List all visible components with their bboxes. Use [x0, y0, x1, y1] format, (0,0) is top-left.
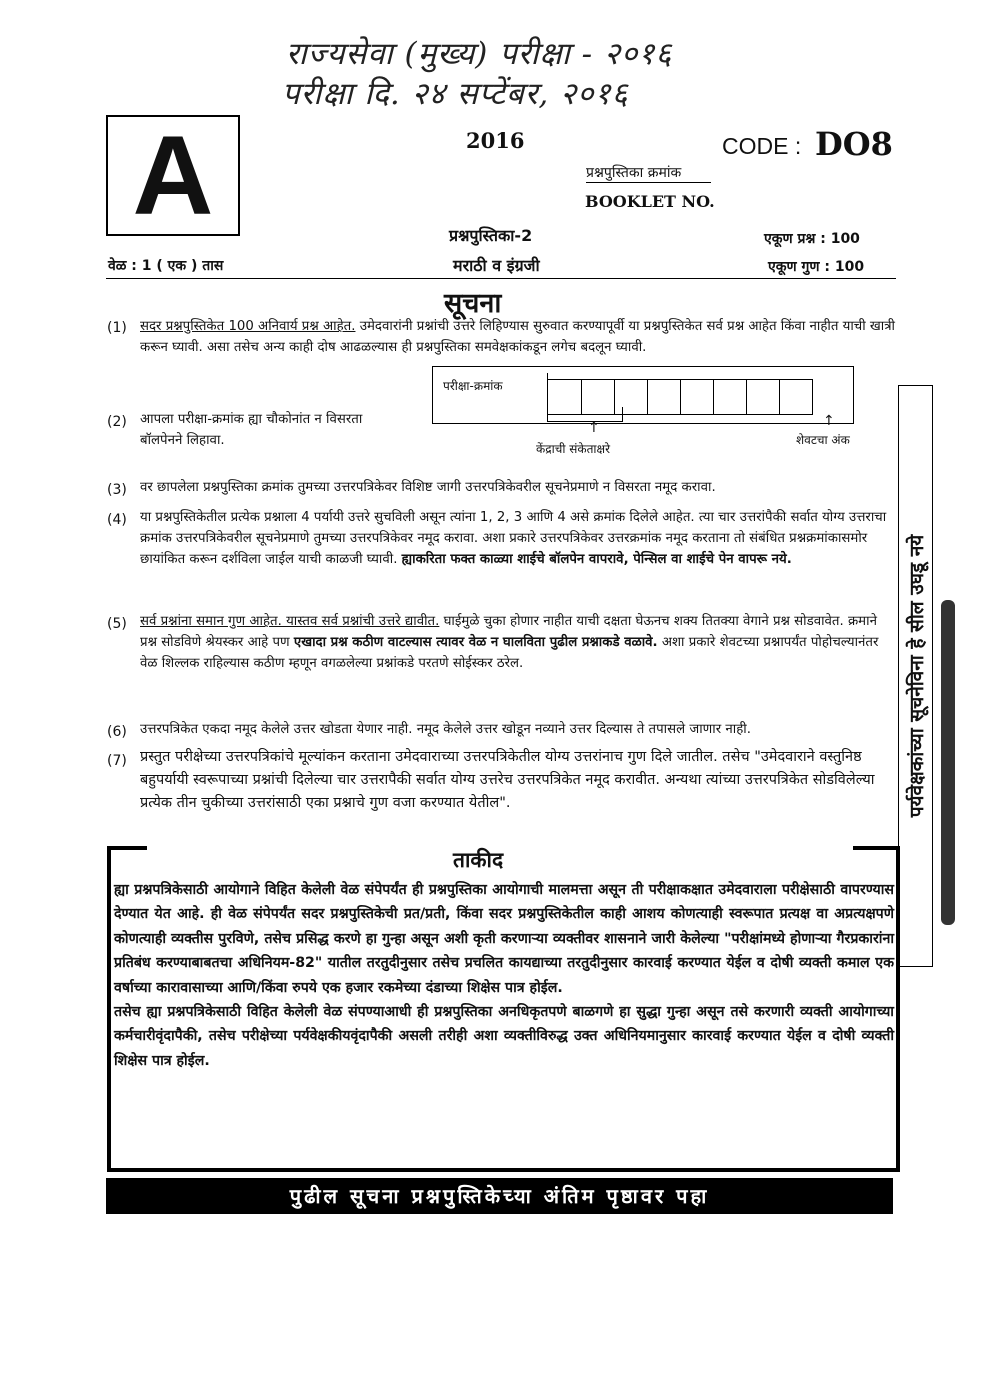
exam-number-cells[interactable]: [547, 373, 812, 407]
warning-paragraph-2: तसेच ह्या प्रश्नपत्रिकेसाठी विहित केलेली वेळ संपण्याआधी ही प्रश्नपुस्तिका अनधिकृतपणे बाळगणे हा सुद्धा गुन्हा असून तसे करणारी व्यक्ती आयोगाच्या कर्मचारीवृंदापैकी, तसेच परीक्षेच्या पर्यवेक्षकीयवृंदापैकी असली तरीही अशा व्यक्तीविरुद्ध उक्त अधिनियमानुसार कारवाई करण्यात येईल व दोषी व्यक्ती शिक्षेस पात्र होईल.: [114, 1004, 894, 1069]
instruction-item-4: [140, 507, 896, 570]
exam-number-box: [432, 366, 854, 424]
seal-note-box: [898, 385, 933, 967]
booklet-no-english: BOOKLET NO.: [585, 192, 715, 211]
exam-digit-cell[interactable]: [746, 379, 780, 415]
warning-title: ताकीद: [449, 846, 507, 874]
exam-digit-cell[interactable]: [647, 379, 681, 415]
instruction-item-1: [140, 316, 896, 358]
exam-digit-cell[interactable]: [779, 379, 813, 415]
code-label: CODE :: [722, 133, 802, 159]
instruction-number: (4): [107, 512, 127, 528]
warning-body: [114, 878, 894, 1073]
header-divider: [106, 278, 896, 279]
seal-strip: [941, 600, 955, 925]
seal-note: पर्यवेक्षकांच्या सूचनेविना हे सील उघडू नये: [905, 534, 928, 818]
exam-digit-cell[interactable]: [680, 379, 714, 415]
instruction-item-2: आपला परीक्षा-क्रमांक ह्या चौकोनांत न विसरता बॉलपेनने लिहावा.: [140, 412, 363, 448]
warning-paragraph-1: ह्या प्रश्नपत्रिकेसाठी आयोगाने विहित केलेली वेळ संपेपर्यंत ही प्रश्नपुस्तिका आयोगाची मालमत्ता असून ती परीक्षाकक्षात उमेदवाराला परीक्षेसाठी वापरण्यास देण्यात येत आहे. ही वेळ संपेपर्यंत सदर प्रश्नपुस्तिकेची प्रत/प्रती, किंवा सदर प्रश्नपुस्तिकेतील काही आशय कोणत्याही स्वरूपात प्रत्यक्ष वा अप्रत्यक्षपणे कोणत्याही व्यक्तीस पुरविणे, तसेच प्रसिद्ध करणे हा गुन्हा असून अशी कृती करणाऱ्या व्यक्तीवर शासनाने जारी केलेल्या "परीक्षांमध्ये होणाऱ्या गैरप्रकारांना प्रतिबंध करण्याबाबतचा अधिनियम-82" यातील तरतुदीनुसार तसेच प्रचलित कायद्याच्या तरतुदीनुसार कारवाई करण्यात येईल व दोषी व्यक्ती कमाल एक वर्षाच्या कारावासाच्या आणि/किंवा रुपये एक हजार रकमेच्या दंडाच्या शिक्षेस पात्र होईल.: [114, 882, 894, 996]
arrow-up-icon: ↑: [823, 413, 835, 429]
instruction-5-bold: एखादा प्रश्न कठीण वाटल्यास त्यावर वेळ न घालविता पुढील प्रश्नाकडे वळावे.: [293, 635, 658, 650]
total-marks: एकूण गुण : 100: [768, 259, 865, 275]
booklet-series-letter: A: [132, 113, 214, 238]
exam-number-label: परीक्षा-क्रमांक: [443, 379, 503, 393]
instruction-5-text: घाईमुळे चुका होणार नाहीत याची दक्षता घेऊनच शक्य तितक्या वेगाने प्रश्न सोडवावेत. क्रमाने प्रश्न सोडविणे श्रेयस्कर आहे पण: [140, 614, 877, 650]
instruction-5-text2: अशा प्रकारे शेवटच्या प्रश्नापर्यंत पोहोचल्यानंतर वेळ शिल्लक राहिल्यास कठीण म्हणून वगळलेल्या प्रश्नांकडे परतणे सोईस्कर ठरेल.: [140, 635, 879, 671]
handwritten-exam-name: राज्यसेवा (मुख्य) परीक्षा - २०१६: [286, 36, 673, 72]
total-questions: एकूण प्रश्न : 100: [764, 231, 860, 247]
booklet-no-marathi: प्रश्नपुस्तिका क्रमांक: [586, 163, 711, 183]
instruction-4-bold: ह्याकरिता फक्त काळ्या शाईचे बॉलपेन वापरावे, पेन्सिल वा शाईचे पेन वापरू नये.: [401, 552, 792, 567]
booklet-name: प्रश्नपुस्तिका-2: [449, 226, 533, 245]
instruction-item-3: वर छापलेला प्रश्नपुस्तिका क्रमांक तुमच्या उत्तरपत्रिकेवर विशिष्ट जागी उत्तरपत्रिकेवरील सूचनेप्रमाणे न विसरता नमूद करावा.: [140, 480, 716, 495]
instruction-number: (3): [107, 482, 127, 498]
center-code-caption: केंद्राची संकेताक्षरे: [536, 442, 611, 456]
instruction-number: (6): [107, 724, 127, 740]
instructions-title: सूचना: [444, 288, 502, 319]
code-value: DO8: [815, 125, 893, 163]
next-instructions-banner: पुढील सूचना प्रश्नपुस्तिकेच्या अंतिम पृष्ठावर पहा: [106, 1178, 893, 1214]
subject: मराठी व इंग्रजी: [453, 256, 540, 275]
instruction-item-7: प्रस्तुत परीक्षेच्या उत्तरपत्रिकांचे मूल्यांकन करताना उमेदवाराच्या उत्तरपत्रिकेतील योग्य उत्तरांनाच गुण दिले जातील. तसेच "उमेदवाराने वस्तुनिष्ठ बहुपर्यायी स्वरूपाच्या प्रश्नांची दिलेल्या चार उत्तरापैकी सर्वात योग्य उत्तरेच उत्तरपत्रिकेत नमूद करावीत. अन्यथा त्यांच्या उत्तरपत्रिकेत सोडविलेल्या प्रत्येक तीन चुकीच्या उत्तरांसाठी एका प्रश्नाचे गुण वजा करण्यात येतील".: [140, 749, 875, 811]
center-code-bracket: [547, 407, 623, 422]
instruction-5-underlined: सर्व प्रश्नांना समान गुण आहेत. यास्तव सर्व प्रश्नांची उत्तरे द्यावीत.: [140, 614, 440, 629]
arrow-up-icon: ↑: [588, 420, 600, 436]
instruction-item-6: उत्तरपत्रिकेत एकदा नमूद केलेले उत्तर खोडता येणार नाही. नमूद केलेले उत्तर खोडून नव्याने उत्तर दिल्यास ते तपासले जाणार नाही.: [140, 722, 751, 737]
time-allowed: वेळ : 1 ( एक ) तास: [108, 258, 224, 274]
handwritten-exam-date: परीक्षा दि. २४ सप्टेंबर, २०१६: [282, 76, 629, 112]
instruction-number: (2): [107, 414, 127, 430]
instruction-1-text: उमेदवारांनी प्रश्नांची उत्तरे लिहिण्यास सुरुवात करण्यापूर्वी या प्रश्नपुस्तिकेत सर्व प्रश्न आहेत किंवा नाहीत याची खात्री करून घ्यावी. असा तसेच अन्य काही दोष आढळल्यास ही प्रश्नपुस्तिका समवेक्षकांकडून लगेच बदलून घ्यावी.: [140, 319, 896, 355]
exam-digit-cell[interactable]: [713, 379, 747, 415]
instruction-number: (1): [107, 320, 127, 336]
instruction-4-text: या प्रश्नपुस्तिकेतील प्रत्येक प्रश्नाला 4 पर्यायी उत्तरे सुचविली असून त्यांना 1, 2, 3 आणि 4 असे क्रमांक दिलेले आहेत. त्या चार उत्तरांपैकी सर्वात योग्य उत्तराचा क्रमांक उत्तरपत्रिकेवरील सूचनेप्रमाणे तुमच्या उत्तरपत्रिकेवर नमूद करावा. अशा प्रकारे उत्तरपत्रिकेवर उत्तरक्रमांक नमूद करताना तो संबंधित प्रश्नक्रमांकासमोर छायांकित करून दर्शविला जाईल याची काळजी घ्यावी.: [140, 510, 887, 567]
last-digit-caption: शेवटचा अंक: [796, 433, 850, 447]
instruction-number: (7): [107, 753, 127, 769]
instruction-number: (5): [107, 616, 127, 632]
booklet-series-box: [106, 115, 240, 236]
instruction-1-underlined: सदर प्रश्नपुस्तिकेत 100 अनिवार्य प्रश्न आहेत.: [140, 319, 356, 334]
exam-year: 2016: [466, 128, 525, 153]
instruction-item-5: [140, 611, 896, 674]
